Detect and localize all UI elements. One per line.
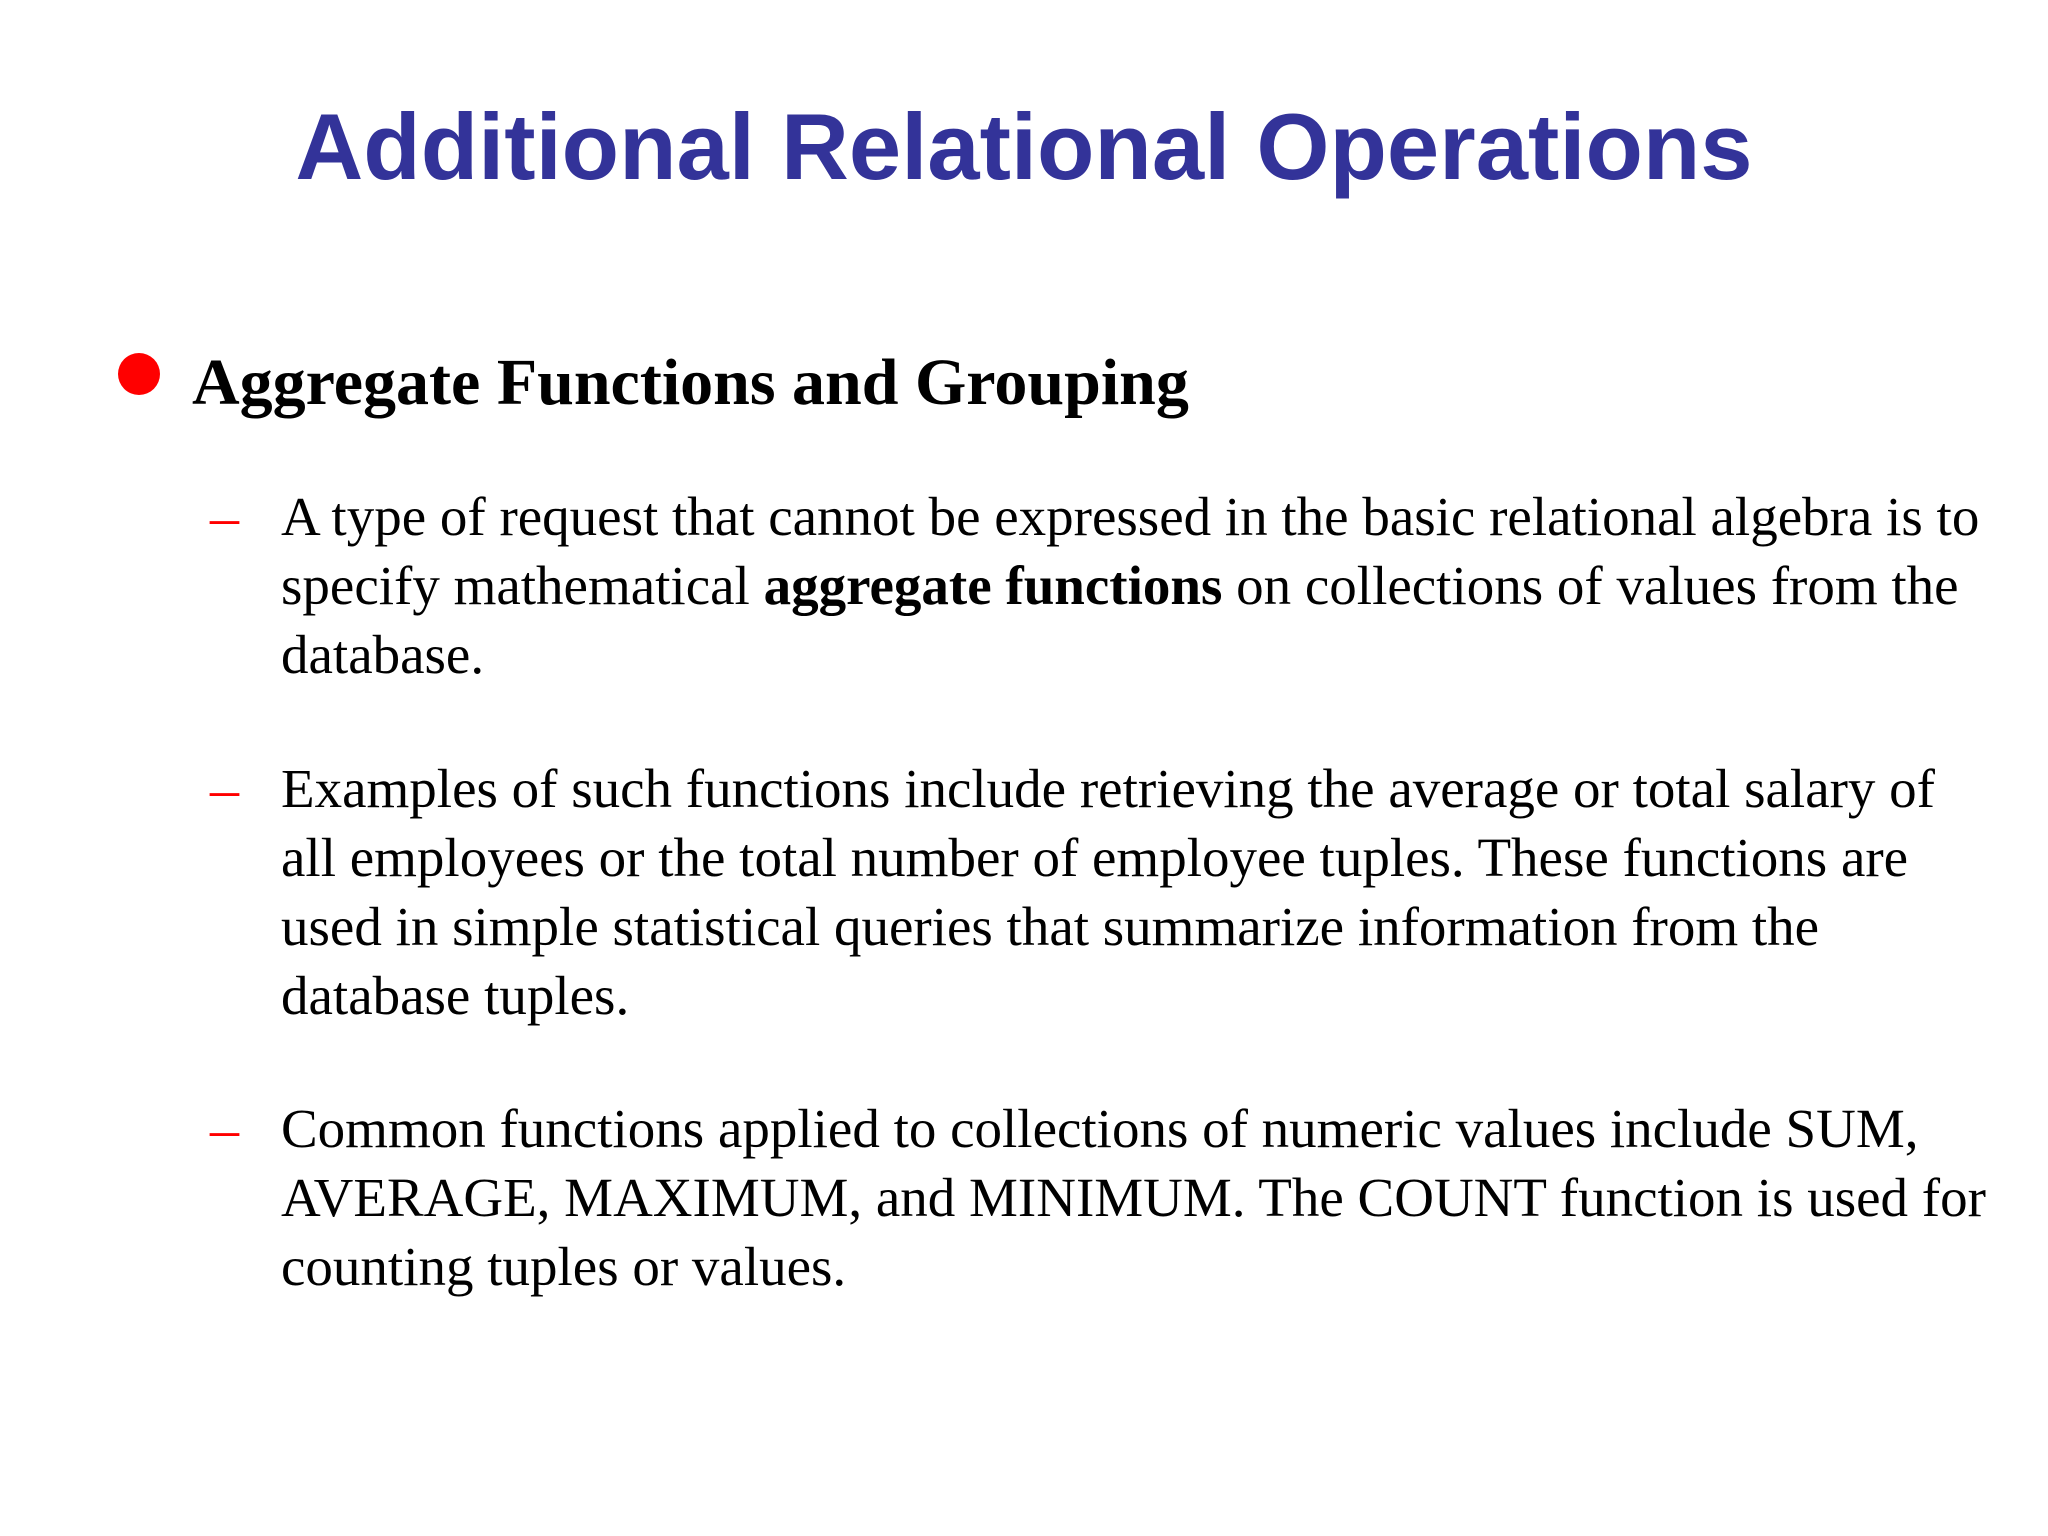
dash-icon: – [210,756,239,821]
sub-item-text: Common functions applied to collections of numeric values include SUM, AVERAGE, MAXIMUM, and MINIMUM. The COUNT function is used for counting tuples or values. [281,1098,1986,1297]
sub-item-text [281,482,2000,689]
bullet-heading: Aggregate Functions and Grouping [192,346,1189,419]
slide-title: Additional Relational Operations [295,94,1753,199]
sub-item-text-after: on collections of values from the database. [281,555,1959,685]
sub-item-bold-term: aggregate functions [763,555,1223,616]
sub-item-text: Examples of such functions include retrieving the average or total salary of all employees or the total number of employee tuples. These functions are used in simple statistical queries that summarize information from the database tuples. [281,758,1936,1026]
bullet-item [105,340,2005,430]
bullet-dot-icon [118,353,160,395]
dash-icon: – [210,484,239,549]
dash-icon: – [210,1096,239,1161]
sub-item-text-before: A type of request that cannot be expressed in the basic relational algebra is to specify mathematical [281,486,1980,616]
